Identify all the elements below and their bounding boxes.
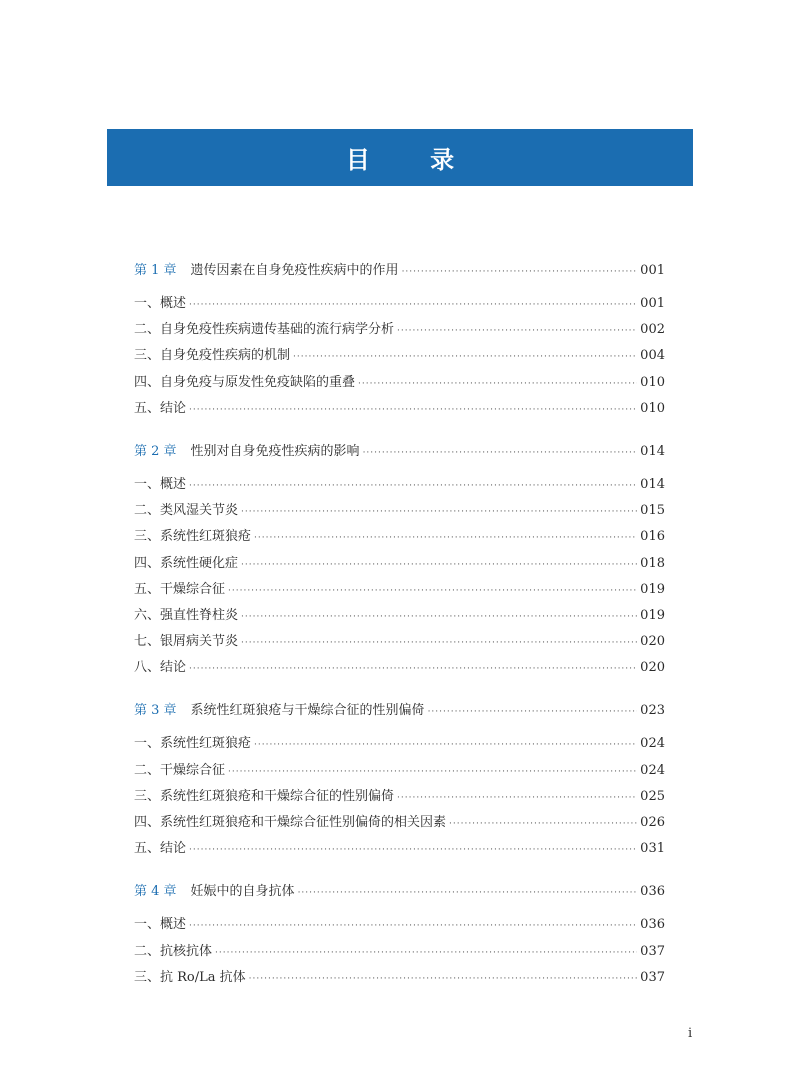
section-title: 四、自身免疫与原发性免疫缺陷的重叠: [134, 374, 356, 390]
dot-leader: [428, 699, 638, 725]
chapter-number: 第 1 章: [134, 263, 177, 278]
section-title: 三、系统性红斑狼疮和干燥综合征的性别偏倚: [134, 788, 395, 804]
toc-chapter-entry[interactable]: [134, 258, 665, 284]
toc-section-entry[interactable]: [134, 784, 665, 810]
section-title: 四、系统性硬化症: [134, 555, 239, 571]
section-title: 八、结论: [134, 660, 187, 676]
toc-section-entry[interactable]: [134, 810, 665, 836]
dot-leader: [215, 940, 637, 966]
section-title: 一、概述: [134, 476, 187, 492]
section-page-number: 010: [640, 400, 665, 416]
page-folio: i: [688, 1026, 693, 1041]
dot-leader: [363, 440, 638, 466]
dot-leader: [402, 259, 638, 285]
section-page-number: 018: [640, 555, 665, 571]
toc-section-entry[interactable]: [134, 524, 665, 550]
toc-chapter-entry[interactable]: [134, 879, 665, 905]
dot-leader: [189, 656, 637, 682]
toc-section-entry[interactable]: [134, 912, 665, 938]
toc-chapter-entry[interactable]: [134, 439, 665, 465]
section-page-number: 019: [640, 581, 665, 597]
section-page-number: 020: [640, 660, 665, 676]
section-title: 二、自身免疫性疾病遗传基础的流行病学分析: [134, 322, 395, 338]
toc-section-entry[interactable]: [134, 758, 665, 784]
section-page-number: 024: [640, 736, 665, 752]
toc-chapter: [134, 439, 665, 682]
toc-section-entry[interactable]: [134, 291, 665, 317]
section-title: 一、概述: [134, 296, 187, 311]
chapter-title: 性别对自身免疫性疾病的影响: [190, 443, 360, 459]
section-page-number: 026: [640, 815, 665, 830]
chapter-page-number: 036: [640, 884, 665, 900]
chapter-page-number: 001: [640, 263, 665, 278]
toc-section-entry[interactable]: [134, 396, 665, 422]
toc-chapter-entry[interactable]: [134, 698, 665, 724]
dot-leader: [189, 473, 637, 499]
toc-chapter: [134, 879, 665, 991]
table-of-contents: [134, 258, 665, 1008]
section-page-number: 025: [640, 788, 665, 804]
section-title: 六、强直性脊柱炎: [134, 607, 239, 623]
dot-leader: [189, 913, 637, 939]
section-page-number: 037: [640, 969, 665, 985]
toc-section-entry[interactable]: [134, 577, 665, 603]
chapter-title: 系统性红斑狼疮与干燥综合征的性别偏倚: [190, 703, 425, 719]
toc-section-entry[interactable]: [134, 603, 665, 629]
section-title: 三、自身免疫性疾病的机制: [134, 348, 291, 364]
section-page-number: 019: [640, 607, 665, 623]
chapter-title: 妊娠中的自身抗体: [190, 884, 295, 900]
dot-leader: [228, 578, 637, 604]
dot-leader: [254, 525, 637, 551]
dot-leader: [241, 499, 637, 525]
toc-section-entry[interactable]: [134, 655, 665, 681]
chapter-page-number: 014: [640, 443, 665, 459]
section-title: 三、抗 Ro/La 抗体: [134, 969, 246, 985]
dot-leader: [397, 318, 637, 344]
toc-section-entry[interactable]: [134, 472, 665, 498]
section-page-number: 037: [640, 943, 665, 959]
section-page-number: 020: [640, 634, 665, 650]
section-title: 一、概述: [134, 917, 187, 933]
section-title: 二、类风湿关节炎: [134, 503, 239, 519]
section-title: 五、结论: [134, 400, 187, 416]
toc-section-entry[interactable]: [134, 836, 665, 862]
section-page-number: 004: [640, 348, 665, 364]
toc-banner: [107, 129, 693, 186]
toc-section-entry[interactable]: [134, 551, 665, 577]
section-page-number: 001: [640, 296, 665, 311]
section-title: 五、干燥综合征: [134, 581, 226, 597]
toc-section-entry[interactable]: [134, 731, 665, 757]
dot-leader: [249, 966, 638, 992]
section-page-number: 036: [640, 917, 665, 933]
section-title: 四、系统性红斑狼疮和干燥综合征性别偏倚的相关因素: [134, 815, 447, 830]
dot-leader: [293, 344, 637, 370]
chapter-page-number: 023: [640, 703, 665, 719]
section-page-number: 010: [640, 374, 665, 390]
dot-leader: [397, 785, 637, 811]
toc-section-entry[interactable]: [134, 498, 665, 524]
section-title: 七、银屑病关节炎: [134, 634, 239, 650]
chapter-number: 第 3 章: [134, 703, 177, 719]
toc-section-entry[interactable]: [134, 343, 665, 369]
section-page-number: 016: [640, 529, 665, 545]
section-page-number: 031: [640, 841, 665, 857]
section-title: 一、系统性红斑狼疮: [134, 736, 252, 752]
dot-leader: [358, 371, 637, 397]
toc-section-entry[interactable]: [134, 965, 665, 991]
section-title: 二、抗核抗体: [134, 943, 213, 959]
dot-leader: [189, 292, 637, 318]
section-title: 五、结论: [134, 841, 187, 857]
dot-leader: [189, 837, 637, 863]
toc-chapter: [134, 258, 665, 422]
dot-leader: [449, 811, 637, 837]
toc-section-entry[interactable]: [134, 370, 665, 396]
dot-leader: [228, 759, 637, 785]
section-title: 三、系统性红斑狼疮: [134, 529, 252, 545]
section-title: 二、干燥综合征: [134, 762, 226, 778]
toc-section-entry[interactable]: [134, 629, 665, 655]
section-page-number: 002: [640, 322, 665, 338]
toc-chapter: [134, 698, 665, 862]
dot-leader: [241, 552, 637, 578]
dot-leader: [241, 630, 637, 656]
toc-section-entry[interactable]: [134, 939, 665, 965]
toc-section-entry[interactable]: [134, 317, 665, 343]
chapter-number: 第 2 章: [134, 443, 177, 459]
chapter-number: 第 4 章: [134, 884, 177, 900]
dot-leader: [254, 732, 637, 758]
page-title: 目 录: [345, 145, 481, 174]
section-page-number: 015: [640, 503, 665, 519]
dot-leader: [298, 880, 638, 906]
chapter-title: 遗传因素在自身免疫性疾病中的作用: [190, 263, 399, 278]
section-page-number: 014: [640, 476, 665, 492]
dot-leader: [241, 604, 637, 630]
dot-leader: [189, 397, 637, 423]
section-page-number: 024: [640, 762, 665, 778]
